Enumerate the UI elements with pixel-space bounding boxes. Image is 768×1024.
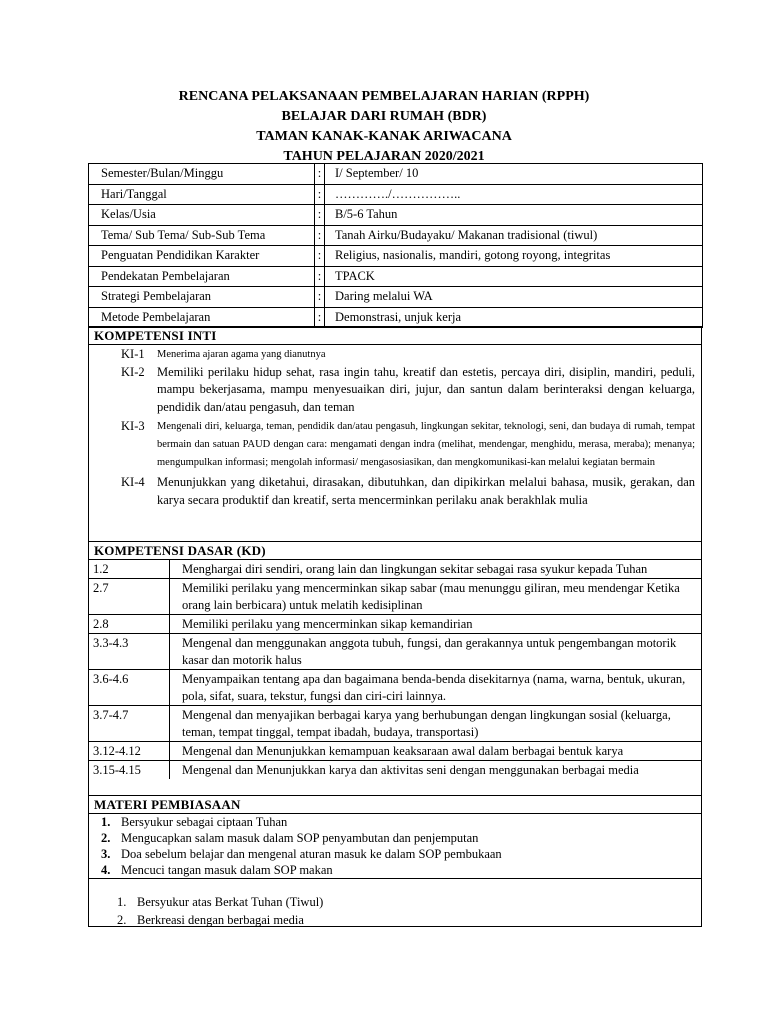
info-row xyxy=(89,205,703,226)
kd-row xyxy=(89,579,701,615)
ki-item xyxy=(89,418,701,472)
extra-text: Berkreasi dengan berbagai media xyxy=(137,913,304,927)
info-colon: : xyxy=(315,164,325,185)
extra-num: 2. xyxy=(117,913,127,927)
kd-row xyxy=(89,761,701,780)
info-row xyxy=(89,307,703,328)
kd-text: Mengenal dan menggunakan anggota tubuh, fungsi, dan gerakannya untuk pengembangan motorik kasar dan motorik halus xyxy=(170,634,702,670)
info-label: Tema/ Sub Tema/ Sub-Sub Tema xyxy=(89,225,315,246)
kd-row xyxy=(89,560,701,579)
mp-list xyxy=(89,814,701,893)
info-table xyxy=(88,163,703,328)
ki-code: KI-3 xyxy=(121,419,145,433)
mp-section xyxy=(88,795,702,927)
info-value: B/5-6 Tahun xyxy=(325,205,703,226)
mp-divider xyxy=(89,878,701,893)
title-line-1: RENCANA PELAKSANAAN PEMBELAJARAN HARIAN (RPPH) xyxy=(178,89,590,104)
kd-code: 2.7 xyxy=(89,579,170,615)
info-colon: : xyxy=(315,246,325,267)
info-value: Demonstrasi, unjuk kerja xyxy=(325,307,703,328)
extra-item xyxy=(117,911,701,929)
info-label: Penguatan Pendidikan Karakter xyxy=(89,246,315,267)
mp-num: 2. xyxy=(101,831,111,845)
kd-code: 2.8 xyxy=(89,615,170,634)
info-row xyxy=(89,246,703,267)
mp-num: 1. xyxy=(101,815,111,829)
kd-row xyxy=(89,615,701,634)
info-row xyxy=(89,164,703,185)
info-value: …………./…………….. xyxy=(325,184,703,205)
mp-header: MATERI PEMBIASAAN xyxy=(89,796,701,814)
info-row xyxy=(89,225,703,246)
mp-item xyxy=(89,830,701,846)
extra-text: Bersyukur atas Berkat Tuhan (Tiwul) xyxy=(137,895,324,909)
ki-text: Memiliki perilaku hidup sehat, rasa ingin tahu, kreatif dan estetis, percaya diri, disiplin, mandiri, peduli, mampu bekerjasama, mampu menyesuaikan diri, jujur, dan santun dalam berinteraksi dengan keluarga, pendidik dan/atau pengasuh, dan teman xyxy=(157,364,695,414)
info-value: Religius, nasionalis, mandiri, gotong royong, integritas xyxy=(325,246,703,267)
info-colon: : xyxy=(315,184,325,205)
info-value: Tanah Airku/Budayaku/ Makanan tradisional (tiwul) xyxy=(325,225,703,246)
extra-num: 1. xyxy=(117,895,127,909)
mp-item xyxy=(89,862,701,878)
ki-code: KI-4 xyxy=(121,475,145,489)
info-colon: : xyxy=(315,205,325,226)
ki-item xyxy=(89,474,701,509)
info-label: Kelas/Usia xyxy=(89,205,315,226)
info-row xyxy=(89,184,703,205)
info-value: Daring melalui WA xyxy=(325,287,703,308)
info-colon: : xyxy=(315,287,325,308)
mp-num: 4. xyxy=(101,863,111,877)
info-value: TPACK xyxy=(325,266,703,287)
mp-text: Bersyukur sebagai ciptaan Tuhan xyxy=(121,815,288,829)
info-colon: : xyxy=(315,266,325,287)
extra-item xyxy=(117,893,701,911)
ki-text: Menunjukkan yang diketahui, dirasakan, dibutuhkan, dan dipikirkan melalui bahasa, musik, gerakan, dan karya secara produktif dan kreatif, serta mencerminkan perilaku anak berakhlak mulia xyxy=(157,475,695,507)
kd-text: Mengenal dan Menunjukkan kemampuan keaksaraan awal dalam berbagai bentuk karya xyxy=(170,742,702,761)
kd-code: 3.15-4.15 xyxy=(89,761,170,780)
kd-code: 3.3-4.3 xyxy=(89,634,170,670)
kd-text: Memiliki perilaku yang mencerminkan sikap sabar (mau menunggu giliran, meu mendengar Ketika orang lain berbicara) untuk melatih kedisiplinan xyxy=(170,579,702,615)
mp-text: Mencuci tangan masuk dalam SOP makan xyxy=(121,863,333,877)
info-colon: : xyxy=(315,307,325,328)
kd-code: 3.6-4.6 xyxy=(89,670,170,706)
ki-section xyxy=(88,326,702,542)
kd-row xyxy=(89,742,701,761)
info-label: Pendekatan Pembelajaran xyxy=(89,266,315,287)
kd-table xyxy=(89,560,701,779)
mp-text: Mengucapkan salam masuk dalam SOP penyambutan dan penjemputan xyxy=(121,831,479,845)
title-line-3: TAMAN KANAK-KANAK ARIWACANA xyxy=(256,129,512,144)
info-row xyxy=(89,287,703,308)
kd-code: 3.7-4.7 xyxy=(89,706,170,742)
kd-row xyxy=(89,670,701,706)
info-label: Metode Pembelajaran xyxy=(89,307,315,328)
info-colon: : xyxy=(315,225,325,246)
mp-num: 3. xyxy=(101,847,111,861)
ki-item xyxy=(89,364,701,417)
ki-text: Menerima ajaran agama yang dianutnya xyxy=(157,349,326,360)
ki-code: KI-1 xyxy=(121,347,145,361)
kd-text: Mengenal dan menyajikan berbagai karya yang berhubungan dengan lingkungan sosial (keluarga, teman, tempat tinggal, tempat ibadah, budaya, transportasi) xyxy=(170,706,702,742)
mp-text: Doa sebelum belajar dan mengenal aturan masuk ke dalam SOP pembukaan xyxy=(121,847,502,861)
kd-text: Menyampaikan tentang apa dan bagaimana benda-benda disekitarnya (nama, warna, bentuk, ukuran, pola, sifat, suara, tekstur, fungsi dan ciri-ciri lainnya. xyxy=(170,670,702,706)
extra-list xyxy=(89,893,701,929)
title-line-4: TAHUN PELAJARAN 2020/2021 xyxy=(283,149,485,164)
kd-row xyxy=(89,706,701,742)
mp-item xyxy=(89,846,701,862)
kd-text: Memiliki perilaku yang mencerminkan sikap kemandirian xyxy=(170,615,702,634)
kd-text: Menghargai diri sendiri, orang lain dan lingkungan sekitar sebagai rasa syukur kepada Tuhan xyxy=(182,562,648,576)
info-label: Semester/Bulan/Minggu xyxy=(89,164,315,185)
ki-code: KI-2 xyxy=(121,364,145,379)
mp-item xyxy=(89,814,701,830)
info-value: I/ September/ 10 xyxy=(325,164,703,185)
kd-code: 3.12-4.12 xyxy=(89,742,170,761)
kd-code: 1.2 xyxy=(89,560,170,579)
info-label: Strategi Pembelajaran xyxy=(89,287,315,308)
kd-section xyxy=(88,541,702,796)
document-title xyxy=(0,87,768,167)
kd-header: KOMPETENSI DASAR (KD) xyxy=(89,542,701,560)
ki-header: KOMPETENSI INTI xyxy=(89,327,701,345)
title-line-2: BELAJAR DARI RUMAH (BDR) xyxy=(281,109,487,124)
ki-text: Mengenali diri, keluarga, teman, pendidik dan/atau pengasuh, lingkungan sekitar, teknologi, seni, dan budaya di rumah, tempat bermain dan satuan PAUD dengan cara: mengamati dengan indra (melihat, mendengar, menghidu, merasa, meraba); menanya; mengumpulkan informasi; mengolah informasi/ mengasosiasikan, dan mengkomunikasi-kan melalui kegiatan bermain xyxy=(157,421,695,468)
info-label: Hari/Tanggal xyxy=(89,184,315,205)
kd-text: Mengenal dan Menunjukkan karya dan aktivitas seni dengan menggunakan berbagai media xyxy=(170,761,702,780)
ki-item xyxy=(89,346,701,364)
kd-row xyxy=(89,634,701,670)
info-row xyxy=(89,266,703,287)
